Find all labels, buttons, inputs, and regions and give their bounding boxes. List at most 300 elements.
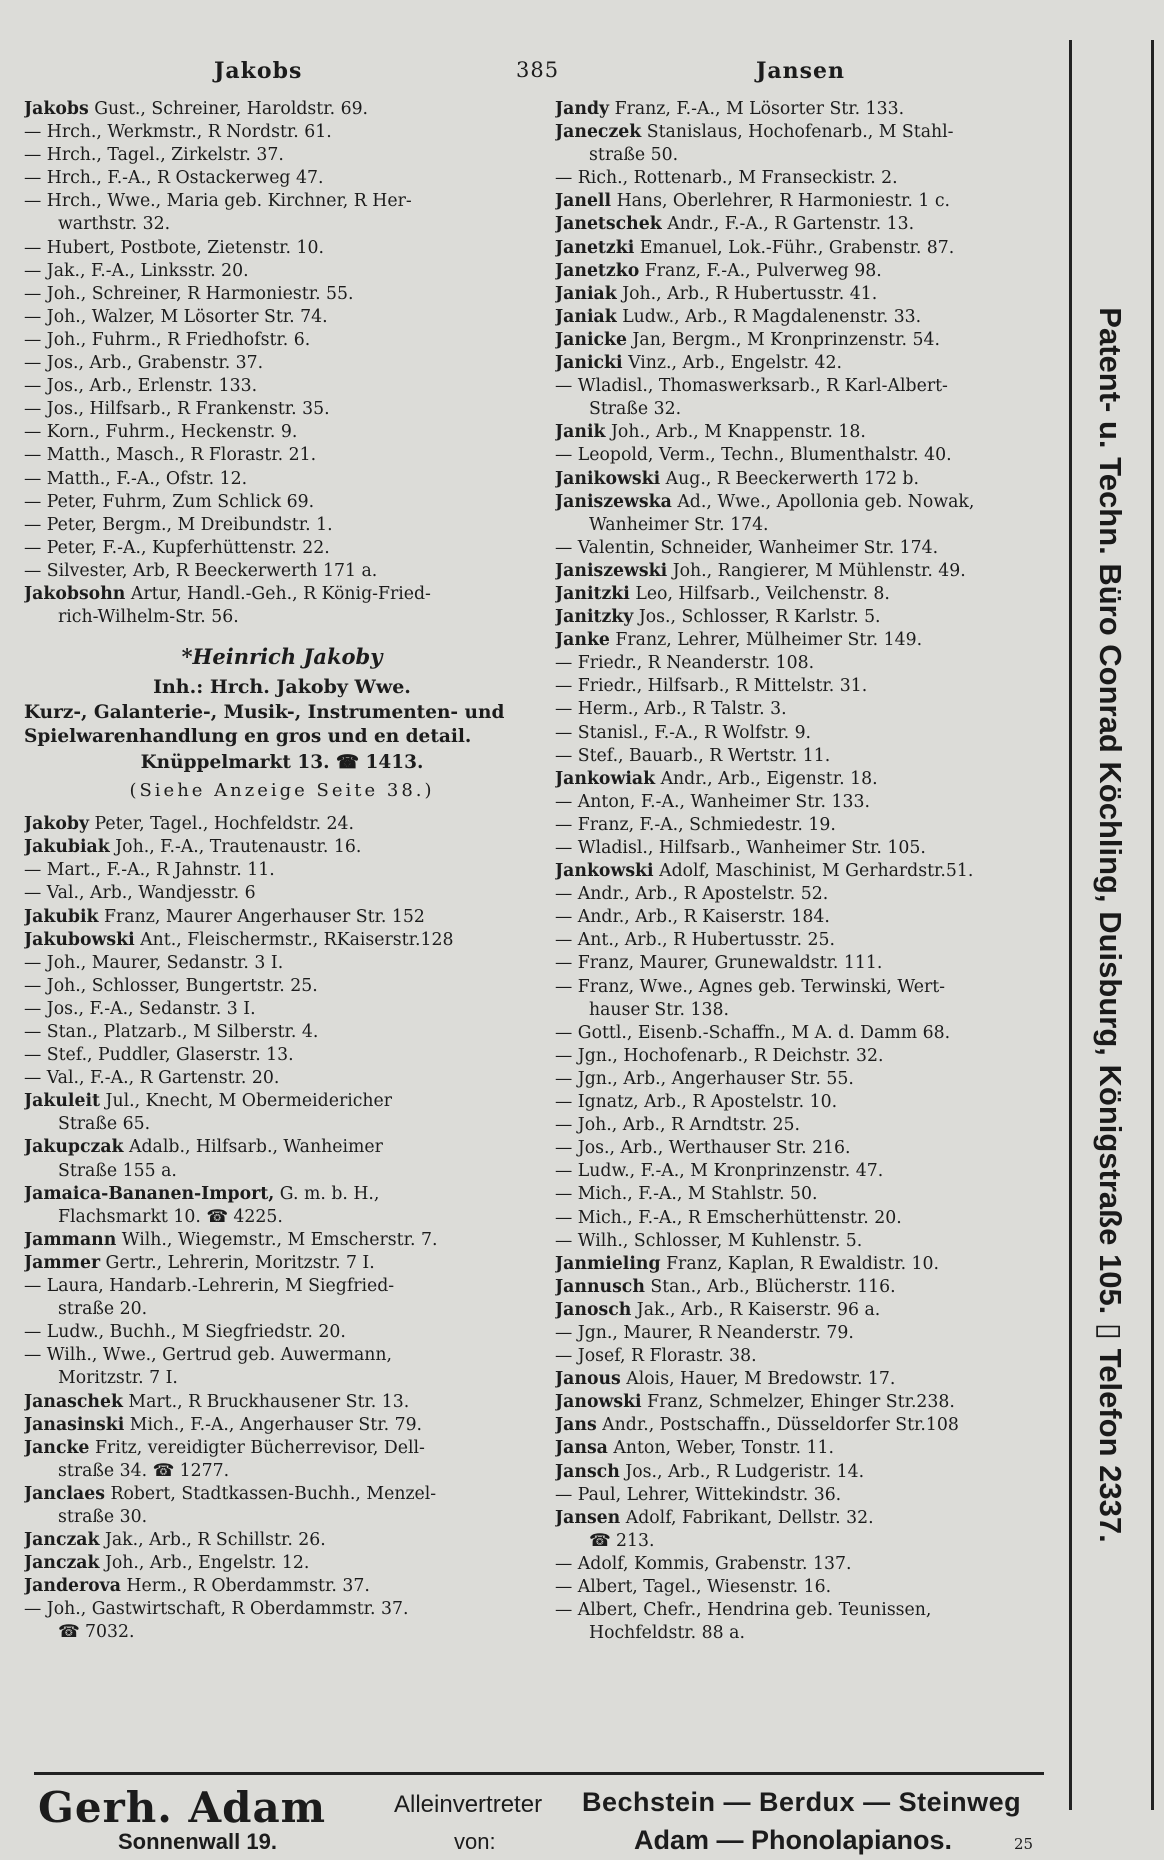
entry-text: Herm., R Oberdammstr. 37.	[126, 1576, 370, 1597]
entry-text: Robert, Stadtkassen-Buchh., Menzel-	[110, 1483, 437, 1504]
directory-entry	[555, 1345, 1063, 1368]
entry-surname: Janetzko	[555, 260, 640, 281]
directory-entry	[24, 329, 540, 352]
entry-text: — Hrch., Tagel., Zirkelstr. 37.	[24, 145, 284, 166]
directory-entry	[24, 1067, 540, 1090]
entry-text: Adolf, Maschinist, M Gerhardstr.51.	[659, 861, 974, 882]
entry-text: — Valentin, Schneider, Wanheimer Str. 174.	[555, 537, 939, 558]
directory-entry	[24, 444, 540, 467]
directory-entry	[555, 444, 1063, 467]
entry-text: — Jos., Arb., Werthauser Str. 216.	[555, 1138, 851, 1159]
entry-text: — Ant., Arb., R Hubertusstr. 25.	[555, 930, 835, 951]
footer-advert	[34, 1772, 1044, 1855]
advert-trade-line-1: Kurz-, Galanterie-, Musik-, Instrumenten- und	[24, 702, 505, 724]
page-number: 385	[516, 58, 560, 82]
entry-text: — Joh., Schreiner, R Harmoniestr. 55.	[24, 283, 354, 304]
entry-text: Jan, Bergm., M Kronprinzenstr. 54.	[632, 329, 940, 350]
directory-entry	[24, 859, 540, 882]
entry-text: — Albert, Chefr., Hendrina geb. Teunissen,	[555, 1600, 932, 1621]
entry-surname: Jans	[555, 1415, 597, 1436]
directory-entry	[24, 606, 540, 629]
directory-entry	[24, 213, 540, 236]
directory-entry	[24, 283, 540, 306]
entry-text: — Andr., Arb., R Kaiserstr. 184.	[555, 907, 830, 928]
entry-text: — Franz, F.-A., Schmiedestr. 19.	[555, 814, 836, 835]
entry-text: straße 20.	[58, 1299, 148, 1320]
entry-text: — Franz, Wwe., Agnes geb. Terwinski, Wert-	[555, 976, 946, 997]
entry-text: — Joh., Arb., R Arndtstr. 25.	[555, 1115, 801, 1136]
entry-surname: Janiak	[555, 283, 617, 304]
entry-text: — Anton, F.-A., Wanheimer Str. 133.	[555, 791, 870, 812]
entry-text: Andr., Postschaffn., Düsseldorfer Str.108	[602, 1415, 959, 1436]
entry-text: Joh., Arb., Engelstr. 12.	[104, 1553, 310, 1574]
directory-entry	[555, 421, 1063, 444]
entry-text: — Ludw., F.-A., M Kronprinzenstr. 47.	[555, 1161, 884, 1182]
entry-text: — Hrch., Werkmstr., R Nordstr. 61.	[24, 122, 332, 143]
footer-brands: Bechstein — Berdux — Steinweg	[582, 1787, 1022, 1817]
entry-text: — Mich., F.-A., R Emscherhüttenstr. 20.	[555, 1207, 902, 1228]
entry-text: Ad., Wwe., Apollonia geb. Nowak,	[677, 491, 975, 512]
sidebar-rule-right	[1151, 40, 1154, 1810]
directory-entry	[24, 306, 540, 329]
directory-entry	[555, 629, 1063, 652]
directory-entry	[24, 1160, 540, 1183]
entry-text: Wanheimer Str. 174.	[589, 514, 769, 535]
entry-text: Alois, Hauer, M Bredowstr. 17.	[626, 1369, 896, 1390]
entry-surname: Janiszewska	[555, 491, 672, 512]
directory-entry	[24, 1552, 540, 1575]
entry-surname: Jakubowski	[24, 929, 135, 950]
advert-trade-line-2: Spielwarenhandlung en gros und en detail.	[24, 726, 472, 748]
directory-entry	[24, 1229, 540, 1252]
directory-entry	[24, 1598, 540, 1621]
entry-text: — Adolf, Kommis, Grabenstr. 137.	[555, 1553, 852, 1574]
sidebar-rule-left	[1069, 40, 1072, 1810]
entry-text: Adalb., Hilfsarb., Wanheimer	[129, 1137, 383, 1158]
directory-entry	[555, 1507, 1063, 1530]
entry-text: — Rich., Rottenarb., M Franseckistr. 2.	[555, 168, 898, 189]
directory-entry	[555, 1368, 1063, 1391]
entry-text: Stanislaus, Hochofenarb., M Stahl-	[646, 122, 954, 143]
directory-entry	[24, 1414, 540, 1437]
directory-entry	[24, 952, 540, 975]
entry-text: — Paul, Lehrer, Wittekindstr. 36.	[555, 1484, 842, 1505]
directory-entry	[24, 491, 540, 514]
entry-text: Franz, F.-A., Pulverweg 98.	[644, 260, 882, 281]
entry-text: — Val., F.-A., R Gartenstr. 20.	[24, 1068, 280, 1089]
directory-entry	[24, 1321, 540, 1344]
entry-text: Andr., F.-A., R Gartenstr. 13.	[667, 214, 915, 235]
directory-entry	[555, 999, 1063, 1022]
directory-entry	[24, 1044, 540, 1067]
entry-text: Straße 65.	[58, 1114, 151, 1135]
directory-entry	[555, 583, 1063, 606]
entry-text: Franz, Lehrer, Mülheimer Str. 149.	[615, 630, 923, 651]
directory-entry	[555, 514, 1063, 537]
directory-entry	[24, 167, 540, 190]
entry-surname: Jancke	[24, 1437, 90, 1458]
footer-street: Sonnenwall 19.	[118, 1829, 277, 1854]
directory-entry	[555, 1461, 1063, 1484]
directory-entry	[555, 468, 1063, 491]
directory-entry	[555, 1484, 1063, 1507]
entry-text: Emanuel, Lok.-Führ., Grabenstr. 87.	[639, 237, 955, 258]
directory-entry	[555, 952, 1063, 975]
directory-entry	[555, 98, 1063, 121]
entry-surname: Jandy	[555, 99, 610, 119]
directory-entry	[24, 398, 540, 421]
entry-text: Adolf, Fabrikant, Dellstr. 32.	[625, 1507, 874, 1528]
entry-text: Joh., F.-A., Trautenaustr. 16.	[115, 837, 362, 858]
advert-name: *Heinrich Jakoby	[181, 644, 383, 670]
directory-entry	[555, 1230, 1063, 1253]
entry-text: — Jos., Arb., Grabenstr. 37.	[24, 353, 264, 374]
directory-entry	[24, 975, 540, 998]
directory-entry	[555, 491, 1063, 514]
entry-text: — Matth., Masch., R Florastr. 21.	[24, 445, 317, 466]
directory-entry	[24, 468, 540, 491]
directory-entry	[555, 606, 1063, 629]
entry-text: warthstr. 32.	[58, 214, 171, 235]
entry-text: Fritz, vereidigter Bücherrevisor, Dell-	[94, 1437, 425, 1458]
directory-entry	[555, 237, 1063, 260]
entry-surname: Jakobs	[24, 99, 89, 119]
entry-text: — Stanisl., F.-A., R Wolfstr. 9.	[555, 722, 812, 743]
entry-text: — Stef., Bauarb., R Wertstr. 11.	[555, 745, 831, 766]
entry-text: Aug., R Beeckerwerth 172 b.	[665, 468, 919, 489]
directory-entry	[555, 560, 1063, 583]
directory-entry	[24, 1298, 540, 1321]
entry-text: Franz, Kaplan, R Ewaldistr. 10.	[666, 1253, 940, 1274]
entry-text: — Friedr., Hilfsarb., R Mittelstr. 31.	[555, 676, 868, 697]
entry-text: — Wilh., Schlosser, M Kuhlenstr. 5.	[555, 1230, 863, 1251]
entry-text: Joh., Arb., R Hubertusstr. 41.	[622, 283, 878, 304]
directory-entry	[24, 144, 540, 167]
entry-text: — Leopold, Verm., Techn., Blumenthalstr. 40.	[555, 445, 952, 466]
entry-text: — Stan., Platzarb., M Silberstr. 4.	[24, 1022, 319, 1042]
directory-entry	[24, 237, 540, 260]
entry-text: — Jgn., Hochofenarb., R Deichstr. 32.	[555, 1045, 884, 1066]
entry-text: Moritzstr. 7 I.	[58, 1368, 178, 1389]
entry-surname: Jakoby	[24, 814, 89, 835]
directory-entry	[555, 306, 1063, 329]
directory-entry	[24, 537, 540, 560]
directory-entry	[555, 1276, 1063, 1299]
entry-surname: Jakubiak	[24, 837, 110, 858]
entry-text: straße 34. ☎ 1277.	[58, 1460, 230, 1481]
entry-surname: Jammann	[24, 1229, 117, 1250]
entry-surname: Janosch	[555, 1299, 632, 1320]
directory-entry	[24, 375, 540, 398]
directory-entry	[555, 1114, 1063, 1137]
directory-entry	[555, 121, 1063, 144]
directory-entry	[555, 976, 1063, 999]
entry-surname: Jakuleit	[24, 1091, 101, 1112]
directory-entry	[555, 1553, 1063, 1576]
directory-entry	[555, 814, 1063, 837]
directory-entry	[555, 537, 1063, 560]
directory-entry	[555, 1183, 1063, 1206]
entry-surname: Janik	[555, 422, 606, 443]
entry-text: Artur, Handl.-Geh., R König-Fried-	[130, 583, 431, 604]
entry-text: — Joh., Gastwirtschaft, R Oberdammstr. 37.	[24, 1599, 409, 1620]
entry-text: Joh., Rangierer, M Mühlenstr. 49.	[672, 560, 966, 581]
sidebar-advert-text: Patent- u. Techn. Büro Conrad Köchling, Duisburg, Königstraße 105. ▯ Telefon 2337.	[1093, 307, 1128, 1543]
footer-von: von:	[454, 1829, 496, 1854]
directory-entry	[555, 213, 1063, 236]
entry-text: — Hubert, Postbote, Zietenstr. 10.	[24, 237, 324, 258]
directory-entry	[555, 1576, 1063, 1599]
directory-entry	[555, 1299, 1063, 1322]
entry-text: — Laura, Handarb.-Lehrerin, M Siegfried-	[24, 1276, 395, 1297]
directory-entry	[24, 583, 540, 606]
entry-surname: Janikowski	[555, 468, 661, 489]
entry-surname: Jammer	[24, 1252, 101, 1273]
directory-entry	[24, 1506, 540, 1529]
directory-entry	[24, 560, 540, 583]
footer-company: Gerh. Adam	[38, 1783, 327, 1832]
entry-text: — Jgn., Arb., Angerhauser Str. 55.	[555, 1068, 854, 1089]
directory-entry	[555, 1414, 1063, 1437]
entry-text: straße 30.	[58, 1506, 148, 1527]
entry-text: — Jak., F.-A., Linksstr. 20.	[24, 260, 249, 281]
entry-list-left-bottom	[24, 813, 540, 1644]
entry-surname: Jansen	[555, 1507, 621, 1528]
entry-text: — Val., Arb., Wandjesstr. 6	[24, 883, 256, 904]
directory-entry	[24, 1483, 540, 1506]
entry-text: Jak., Arb., R Schillstr. 26.	[104, 1530, 326, 1551]
directory-entry	[555, 1622, 1063, 1645]
entry-text: ☎ 7032.	[58, 1622, 135, 1643]
directory-entry	[555, 260, 1063, 283]
directory-entry	[555, 906, 1063, 929]
entry-text: — Peter, Fuhrm, Zum Schlick 69.	[24, 491, 315, 512]
advert-jakoby	[24, 641, 540, 805]
entry-text: — Franz, Maurer, Grunewaldstr. 111.	[555, 953, 883, 974]
entry-list-left-top	[24, 98, 540, 629]
directory-entry	[555, 329, 1063, 352]
entry-surname: Janicki	[555, 353, 623, 374]
entry-text: Hochfeldstr. 88 a.	[589, 1623, 745, 1644]
directory-entry	[24, 1206, 540, 1229]
entry-surname: Janasinski	[24, 1414, 125, 1435]
entry-text: Peter, Tagel., Hochfeldstr. 24.	[94, 814, 355, 835]
entry-text: Hans, Oberlehrer, R Harmoniestr. 1 c.	[616, 191, 951, 212]
entry-text: Anton, Weber, Tonstr. 11.	[613, 1438, 835, 1459]
directory-entry	[555, 352, 1063, 375]
directory-entry	[555, 652, 1063, 675]
entry-text: — Hrch., F.-A., R Ostackerweg 47.	[24, 168, 324, 189]
entry-text: Franz, Schmelzer, Ehinger Str.238.	[647, 1392, 955, 1413]
directory-entry	[24, 929, 540, 952]
directory-entry	[555, 283, 1063, 306]
directory-entry	[555, 167, 1063, 190]
directory-entry	[555, 722, 1063, 745]
directory-entry	[555, 1091, 1063, 1114]
entry-text: Jos., Schlosser, R Karlstr. 5.	[638, 607, 881, 628]
directory-entry	[555, 1322, 1063, 1345]
entry-surname: Jankowski	[555, 861, 654, 882]
directory-entry	[24, 1575, 540, 1598]
entry-text: — Wladisl., Hilfsarb., Wanheimer Str. 105.	[555, 838, 926, 858]
directory-entry	[555, 883, 1063, 906]
entry-surname: Janclaes	[24, 1483, 105, 1504]
directory-entry	[24, 836, 540, 859]
directory-entry	[555, 398, 1063, 421]
entry-text: hauser Str. 138.	[589, 999, 730, 1020]
entry-text: Flachsmarkt 10. ☎ 4225.	[58, 1206, 283, 1227]
advert-reference: (Siehe Anzeige Seite 38.)	[129, 780, 435, 802]
entry-text: Franz, Maurer Angerhauser Str. 152	[104, 906, 425, 927]
directory-entry	[24, 906, 540, 929]
entry-text: Gust., Schreiner, Haroldstr. 69.	[94, 99, 369, 119]
directory-entry	[24, 514, 540, 537]
entry-text: ☎ 213.	[589, 1530, 655, 1551]
entry-text: Stan., Arb., Blücherstr. 116.	[650, 1276, 896, 1297]
entry-text: — Wladisl., Thomaswerksarb., R Karl-Albert-	[555, 376, 948, 397]
directory-entry	[555, 1391, 1063, 1414]
entry-text: — Wilh., Wwe., Gertrud geb. Auwermann,	[24, 1345, 393, 1366]
entry-text: — Friedr., R Neanderstr. 108.	[555, 653, 815, 674]
entry-text: Jos., Arb., R Ludgeristr. 14.	[625, 1461, 865, 1482]
running-head-left: Jakobs	[214, 58, 303, 84]
entry-surname: Jakubik	[24, 906, 99, 927]
entry-text: — Joh., Schlosser, Bungertstr. 25.	[24, 975, 318, 996]
entry-text: Gertr., Lehrerin, Moritzstr. 7 I.	[105, 1252, 375, 1273]
directory-entry	[24, 1183, 540, 1206]
directory-entry	[24, 121, 540, 144]
entry-surname: Janke	[555, 630, 610, 651]
entry-text: — Ignatz, Arb., R Apostelstr. 10.	[555, 1092, 838, 1113]
directory-entry	[24, 1621, 540, 1644]
directory-entry	[555, 929, 1063, 952]
entry-text: straße 50.	[589, 145, 679, 166]
entry-text: Mich., F.-A., Angerhauser Str. 79.	[129, 1414, 423, 1435]
entry-text: Joh., Arb., M Knappenstr. 18.	[610, 422, 866, 443]
entry-surname: Janaschek	[24, 1391, 123, 1412]
entry-text: Ant., Fleischermstr., RKaiserstr.128	[140, 929, 454, 950]
running-head-right: Jansen	[756, 58, 846, 84]
directory-entry	[24, 98, 540, 121]
entry-text: — Joh., Walzer, M Lösorter Str. 74.	[24, 306, 328, 327]
footer-representative: Alleinvertreter	[394, 1791, 543, 1818]
entry-surname: Jakupczak	[24, 1137, 124, 1158]
entry-list-right	[555, 98, 1063, 1645]
entry-text: — Jos., Hilfsarb., R Frankenstr. 35.	[24, 399, 330, 420]
entry-text: — Jos., Arb., Erlenstr. 133.	[24, 376, 258, 397]
entry-surname: Jansch	[555, 1461, 620, 1482]
directory-entry	[555, 1022, 1063, 1045]
directory-entry	[24, 1252, 540, 1275]
entry-text: Straße 155 a.	[58, 1160, 177, 1181]
entry-text: — Albert, Tagel., Wiesenstr. 16.	[555, 1577, 832, 1597]
entry-text: — Silvester, Arb, R Beeckerwerth 171 a.	[24, 560, 378, 581]
entry-surname: Janitzky	[555, 607, 634, 628]
directory-entry	[24, 1437, 540, 1460]
entry-text: — Herm., Arb., R Talstr. 3.	[555, 699, 787, 720]
directory-entry	[24, 352, 540, 375]
entry-surname: Janiak	[555, 306, 617, 327]
directory-entry	[555, 675, 1063, 698]
entry-text: Vinz., Arb., Engelstr. 42.	[628, 353, 842, 374]
directory-entry	[555, 745, 1063, 768]
directory-entry	[24, 882, 540, 905]
footer-products: Adam — Phonolapianos.	[634, 1825, 953, 1855]
directory-entry	[24, 190, 540, 213]
entry-text: — Gottl., Eisenb.-Schaffn., M A. d. Damm 68.	[555, 1022, 951, 1043]
entry-surname: Janderova	[24, 1576, 121, 1597]
directory-entry	[24, 1344, 540, 1367]
directory-entry	[24, 1529, 540, 1552]
sheet-number: 25	[1014, 1835, 1034, 1853]
entry-text: — Stef., Puddler, Glaserstr. 13.	[24, 1045, 294, 1066]
directory-entry	[555, 1599, 1063, 1622]
entry-surname: Janitzki	[555, 583, 630, 604]
entry-text: Franz, F.-A., M Lösorter Str. 133.	[614, 99, 905, 119]
entry-surname: Janowski	[555, 1392, 642, 1413]
directory-entry	[555, 190, 1063, 213]
entry-text: Andr., Arb., Eigenstr. 18.	[660, 768, 878, 789]
directory-entry	[24, 1391, 540, 1414]
entry-surname: Janczak	[24, 1553, 100, 1574]
entry-text: G. m. b. H.,	[279, 1183, 380, 1204]
entry-text: — Ludw., Buchh., M Siegfriedstr. 20.	[24, 1322, 346, 1343]
entry-surname: Janous	[555, 1369, 621, 1390]
entry-text: — Joh., Maurer, Sedanstr. 3 I.	[24, 952, 284, 973]
entry-text: — Hrch., Wwe., Maria geb. Kirchner, R Her-	[24, 191, 412, 212]
entry-text: Wilh., Wiegemstr., M Emscherstr. 7.	[121, 1229, 438, 1250]
entry-text: rich-Wilhelm-Str. 56.	[58, 607, 239, 628]
entry-surname: Jannusch	[555, 1276, 645, 1297]
entry-surname: Jamaica-Bananen-Import,	[24, 1183, 275, 1204]
entry-text: Mart., R Bruckhausener Str. 13.	[128, 1391, 410, 1412]
entry-text: — Josef, R Florastr. 38.	[555, 1346, 757, 1367]
entry-text: — Joh., Fuhrm., R Friedhofstr. 6.	[24, 329, 311, 350]
directory-entry	[24, 1460, 540, 1483]
entry-text: — Peter, F.-A., Kupferhüttenstr. 22.	[24, 537, 330, 558]
advert-address: Knüppelmarkt 13. ☎ 1413.	[140, 752, 424, 774]
entry-text: — Jgn., Maurer, R Neanderstr. 79.	[555, 1322, 854, 1343]
entry-text: — Peter, Bergm., M Dreibundstr. 1.	[24, 514, 333, 535]
entry-text: — Andr., Arb., R Apostelstr. 52.	[555, 884, 829, 905]
directory-entry	[24, 260, 540, 283]
entry-surname: Jansa	[555, 1438, 608, 1459]
directory-entry	[555, 1530, 1063, 1553]
entry-surname: Jankowiak	[555, 768, 656, 789]
entry-surname: Janicke	[555, 329, 627, 350]
directory-entry	[555, 1045, 1063, 1068]
directory-entry	[555, 1207, 1063, 1230]
entry-surname: Janmieling	[555, 1253, 661, 1274]
directory-entry	[555, 860, 1063, 883]
directory-entry	[555, 768, 1063, 791]
directory-entry	[555, 1068, 1063, 1091]
directory-entry	[555, 375, 1063, 398]
entry-surname: Janiszewski	[555, 560, 668, 581]
entry-surname: Janetschek	[555, 214, 662, 235]
entry-text: Straße 32.	[589, 399, 682, 420]
directory-entry	[24, 1275, 540, 1298]
directory-entry	[555, 1253, 1063, 1276]
directory-entry	[24, 998, 540, 1021]
directory-entry	[555, 1437, 1063, 1460]
directory-entry	[24, 421, 540, 444]
directory-entry	[555, 791, 1063, 814]
advert-owner: Inh.: Hrch. Jakoby Wwe.	[153, 676, 411, 699]
directory-entry	[24, 1136, 540, 1159]
directory-entry	[555, 698, 1063, 721]
directory-entry	[555, 837, 1063, 860]
